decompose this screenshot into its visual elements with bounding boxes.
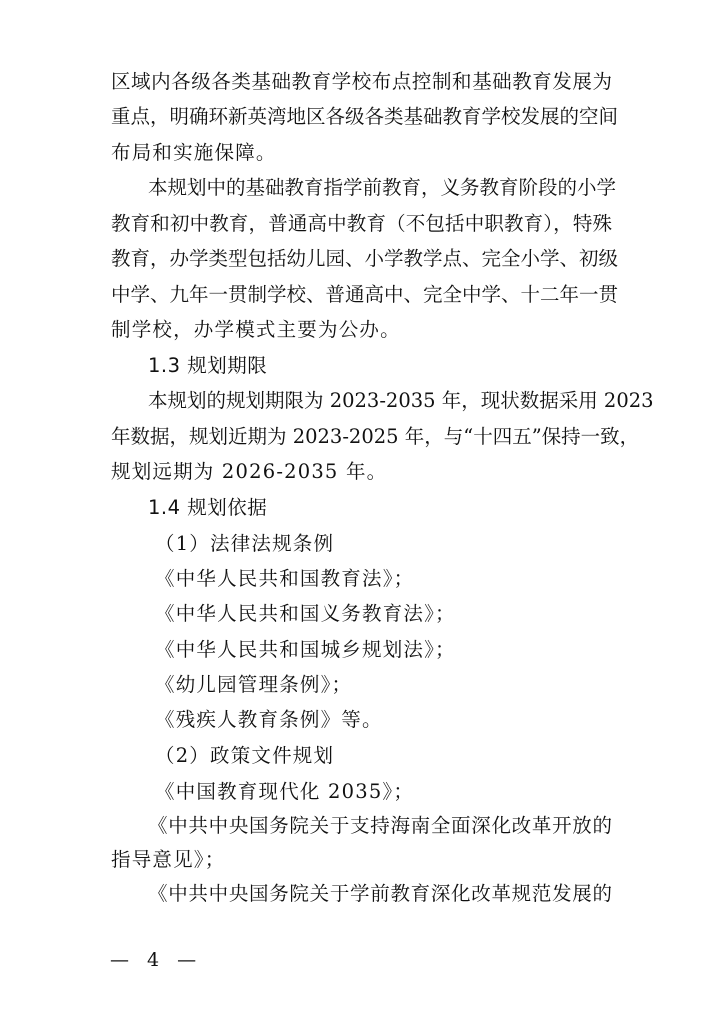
list-item: 《中华人民共和国城乡规划法》； <box>155 638 456 661</box>
text-line-6: 教育，办学类型包括幼儿园、小学教学点、完全小学、初级 <box>111 247 619 270</box>
section-heading-1-4: 1.4 规划依据 <box>148 496 268 519</box>
text-line-7: 中学、九年一贯制学校、普通高中、完全中学、十二年一贯 <box>111 283 619 306</box>
text-line-12: 规划远期为 2026-2035 年。 <box>111 460 388 483</box>
text-line-10: 本规划的规划期限为 2023-2035 年，现状数据采用 2023 <box>148 389 654 412</box>
list-item: 《幼儿园管理条例》； <box>155 673 353 696</box>
text-line-1: 区域内各级各类基础教育学校布点控制和基础教育发展为 <box>111 70 612 93</box>
list-item: 《中共中央国务院关于支持海南全面深化改革开放的 <box>148 814 612 837</box>
subheading-laws: （1）法律法规条例 <box>155 532 335 555</box>
text-line-2: 重点，明确环新英湾地区各级各类基础教育学校发展的空间 <box>111 105 619 128</box>
list-item-continuation: 指导意见》； <box>111 848 226 871</box>
subheading-policies: （2）政策文件规划 <box>155 744 335 767</box>
section-heading-1-3: 1.3 规划期限 <box>148 354 268 377</box>
list-item: 《残疾人教育条例》等。 <box>155 708 383 731</box>
text-line-11: 年数据，规划近期为 2023-2025 年，与“十四五”保持一致， <box>111 425 640 448</box>
list-item: 《中国教育现代化 2035》； <box>155 780 415 803</box>
text-line-8: 制学校，办学模式主要为公办。 <box>111 318 401 341</box>
list-item: 《中华人民共和国教育法》； <box>155 567 415 590</box>
text-line-4: 本规划中的基础教育指学前教育，义务教育阶段的小学 <box>148 176 617 199</box>
page-number: — 4 — <box>110 949 203 971</box>
list-item: 《中共中央国务院关于学前教育深化改革规范发展的 <box>148 882 612 905</box>
list-item: 《中华人民共和国义务教育法》； <box>155 602 456 625</box>
text-line-5: 教育和初中教育，普通高中教育（不包括中职教育），特殊 <box>111 212 612 235</box>
text-line-3: 布局和实施保障。 <box>111 141 277 164</box>
